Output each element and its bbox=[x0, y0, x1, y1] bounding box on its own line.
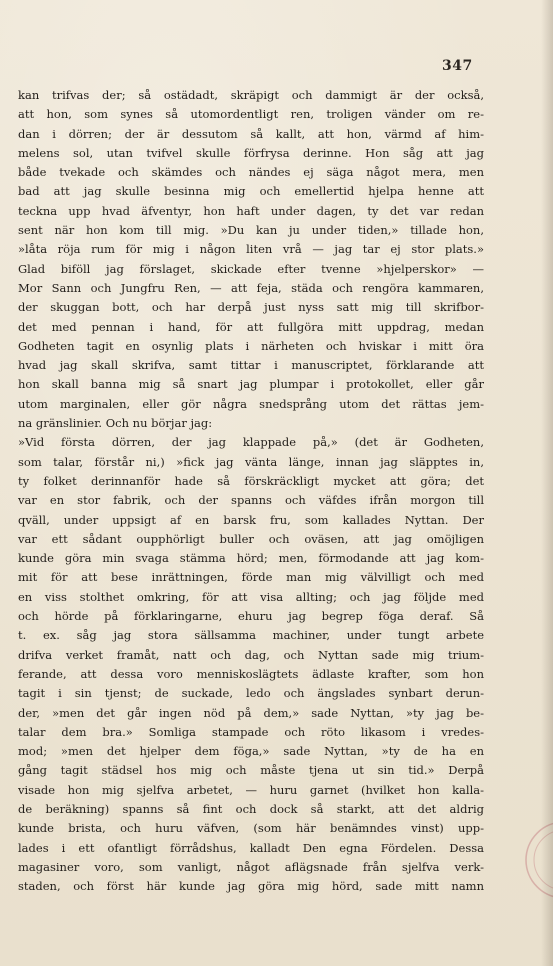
text-line-36: gång tagit städsel hos mig och måste tjena ut sin tid.» Derpå bbox=[18, 763, 484, 778]
text-line-31: ferande, att dessa voro menniskoslägtets ädlaste krafter, som hon bbox=[18, 666, 484, 681]
text-line-11: Mor Sann och Jungfru Ren, — att feja, städa och rengöra kammaren, bbox=[18, 280, 484, 295]
text-line-37: visade hon mig sjelfva arbetet, — huru garnet (hvilket hon kalla- bbox=[18, 782, 484, 797]
text-line-2: att hon, som synes så utomordentligt ren, troligen vänder om re- bbox=[18, 107, 484, 122]
text-line-17: utom marginalen, eller gör några snedsprång utom det rättas jem- bbox=[18, 396, 484, 411]
text-line-23: qväll, under uppsigt af en barsk fru, som kallades Nyttan. Der bbox=[18, 512, 484, 527]
text-line-28: och hörde på förklaringarne, ehuru jag begrep föga deraf. Så bbox=[18, 609, 484, 624]
page-number: 347 bbox=[442, 58, 473, 74]
body-text bbox=[18, 86, 484, 896]
text-line-30: drifva verket framåt, natt och dag, och Nyttan sade mig trium- bbox=[18, 647, 484, 662]
text-line-32: tagit i sin tjenst; de suckade, ledo och ängslades synbart derun- bbox=[18, 686, 484, 701]
text-line-13: det med pennan i hand, för att fullgöra mitt uppdrag, medan bbox=[18, 319, 484, 334]
text-line-7: teckna upp hvad äfventyr, hon haft under dagen, ty det var redan bbox=[18, 203, 484, 218]
page-edge-shadow bbox=[541, 0, 553, 966]
text-line-42: staden, och först här kunde jag göra mig hörd, sade mitt namn bbox=[18, 879, 484, 894]
text-line-12: der skuggan bott, och har derpå just nyss satt mig till skrifbor- bbox=[18, 300, 484, 315]
text-line-39: kunde brista, och huru väfven, (som här benämndes vinst) upp- bbox=[18, 821, 484, 836]
text-line-20: som talar, förstår ni,) »fick jag vänta länge, innan jag släpptes in, bbox=[18, 454, 484, 469]
text-line-14: Godheten tagit en osynlig plats i närheten och hviskar i mitt öra bbox=[18, 338, 484, 353]
text-line-33: der, »men det går ingen nöd på dem,» sade Nyttan, »ty jag be- bbox=[18, 705, 484, 720]
text-line-6: bad att jag skulle besinna mig och emellertid hjelpa henne att bbox=[18, 184, 484, 199]
text-line-27: en viss stolthet omkring, för att visa allting; och jag följde med bbox=[18, 589, 484, 604]
text-line-3: dan i dörren; der är dessutom så kallt, att hon, värmd af him- bbox=[18, 126, 484, 141]
text-line-8: sent när hon kom till mig. »Du kan ju under tiden,» tillade hon, bbox=[18, 223, 484, 238]
text-line-16: hon skall banna mig så snart jag plumpar i protokollet, eller går bbox=[18, 377, 484, 392]
text-line-15: hvad jag skall skrifva, samt tittar i manuscriptet, förklarande att bbox=[18, 358, 484, 373]
text-line-38: de beräkning) spanns så fint och dock så starkt, att det aldrig bbox=[18, 801, 484, 816]
text-line-1: kan trifvas der; så ostädadt, skräpigt och dammigt är der också, bbox=[18, 88, 484, 102]
text-line-9: »låta röja rum för mig i någon liten vrå — jag tar ej stor plats.» bbox=[18, 242, 484, 257]
text-line-19: »Vid första dörren, der jag klappade på,» (det är Godheten, bbox=[18, 435, 484, 450]
text-line-21: ty folket derinnanför hade så förskräckligt mycket att göra; det bbox=[18, 473, 484, 488]
text-line-18: na gränslinier. Och nu börjar jag: bbox=[18, 416, 213, 431]
text-line-5: både tvekade och skämdes och nändes ej säga något mera, men bbox=[18, 165, 484, 180]
text-line-29: t. ex. såg jag stora sällsamma machiner, under tungt arbete bbox=[18, 628, 484, 643]
text-line-24: var ett sådant oupphörligt buller och oväsen, att jag omöjligen bbox=[18, 531, 484, 546]
text-line-41: magasiner voro, som vanligt, något aflägsnade från sjelfva verk- bbox=[18, 859, 484, 874]
text-line-26: mit för att bese inrättningen, förde man mig välvilligt och med bbox=[18, 570, 484, 585]
text-line-10: Glad biföll jag förslaget, skickade efter tvenne »hjelperskor» — bbox=[18, 261, 484, 276]
text-line-40: lades i ett ofantligt förrådshus, kalladt Den egna Fördelen. Dessa bbox=[18, 840, 484, 855]
text-line-35: mod; »men det hjelper dem föga,» sade Nyttan, »ty de ha en bbox=[18, 744, 484, 759]
text-line-34: talar dem bra.» Somliga stampade och röto likasom i vredes- bbox=[18, 724, 484, 739]
text-line-22: var en stor fabrik, och der spanns och väfdes ifrån morgon till bbox=[18, 493, 484, 508]
text-line-4: melens sol, utan tvifvel skulle förfrysa derinne. Hon såg att jag bbox=[18, 145, 484, 160]
text-line-25: kunde göra min svaga stämma hörd; men, förmodande att jag kom- bbox=[18, 551, 484, 566]
